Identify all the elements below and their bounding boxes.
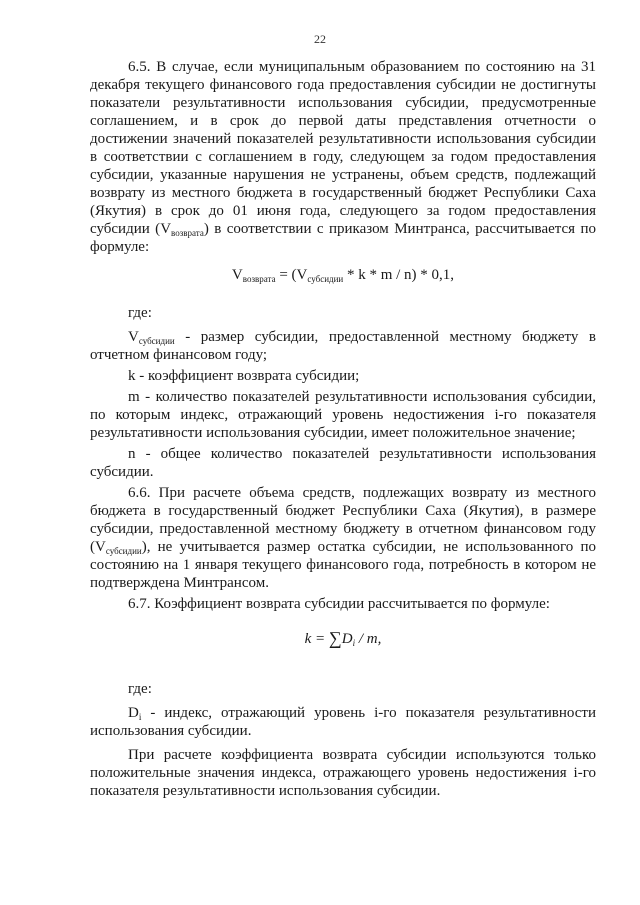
definition-m: m - количество показателей результативности использования субсидии, по которым индекс, отражающий уровень недостижения i-го показателя результативности использования субсидии, имеет положительное значение; (90, 389, 596, 441)
where-label-1: где: (128, 305, 152, 321)
page-number: 22 (314, 32, 326, 46)
definition-v (90, 328, 596, 364)
document-body (90, 58, 596, 800)
formula2-rest: / m, (355, 631, 382, 647)
formula2-d-sub: i (352, 638, 356, 648)
where-label-2: где: (128, 681, 152, 697)
definition-d-sub: i (138, 712, 142, 722)
paragraph-6-6-sub: субсидии (105, 546, 142, 556)
formula2-lhs: k = (304, 631, 329, 647)
definition-v-symbol: V (128, 329, 139, 345)
definition-d-symbol: D (128, 705, 139, 721)
paragraph-6-6 (90, 484, 596, 592)
definition-k: k - коэффициент возврата субсидии; (128, 368, 360, 384)
definition-d-text: - индекс, отражающий уровень i-го показателя результативности использования субсидии. (90, 705, 596, 739)
definition-v-sub: субсидии (138, 336, 175, 346)
definition-v-text: - размер субсидии, предоставленной местному бюджету в отчетном финансовом году; (90, 329, 596, 363)
subscript-vozvrata: возврата (171, 228, 204, 238)
formula-subsidy-sub: субсидии (307, 274, 344, 284)
paragraph-6-5 (90, 58, 596, 256)
definition-d (90, 704, 596, 740)
formula-rest: * k * m / n) * 0,1, (343, 267, 455, 283)
paragraph-6-6-text: 6.6. При расчете объема средств, подлежащих возврату из местного бюджета в государственный бюджет Республики Саха (Якутия), в размере субсидии, предоставленной местному бюджету в отчетном финансовом году ( (90, 485, 596, 555)
formula2-d: D (341, 631, 353, 647)
formula-v: V (231, 267, 243, 283)
definition-n: n - общее количество показателей результативности использования субсидии. (90, 446, 596, 480)
paragraph-final: При расчете коэффициента возврата субсидии используются только положительные значения индекса, отражающего уровень недостижения i-го показателя результативности использования субсидии. (90, 747, 596, 799)
variable-v: V (160, 221, 172, 237)
paragraph-6-6-v: V (95, 539, 106, 555)
sum-symbol: ∑ (328, 628, 342, 648)
formula-return-volume (90, 266, 596, 284)
formula-coefficient (90, 629, 596, 648)
paragraph-6-6-tail: ), не учитывается размер остатка субсидии, не использованного по состоянию на 1 января текущего финансового года, потребность в котором не подтверждена Минтрансом. (90, 539, 596, 591)
paragraph-6-5-text: 6.5. В случае, если муниципальным образованием по состоянию на 31 декабря текущего финансового года предоставления субсидии не достигнуты показатели результативности использования субсидии, предусмотренные соглашением, и в срок до первой даты представления отчетности о достижении значений показателей результативности использования субсидии в соответствии с соглашением в году, следующем за годом предоставления субсидии, указанные нарушения не устранены, объем средств, подлежащий возврату из местного бюджета в государственный бюджет Республики Саха (Якутия) в срок до 01 июня года, следующего за годом предоставления субсидии ( (90, 59, 596, 237)
paragraph-6-5-tail: ) в соответствии с приказом Минтранса, рассчитывается по формуле: (90, 221, 596, 255)
formula-eq: = (V (275, 267, 308, 283)
formula-v-sub: возврата (242, 274, 276, 284)
paragraph-6-7: 6.7. Коэффициент возврата субсидии рассчитывается по формуле: (128, 596, 550, 612)
